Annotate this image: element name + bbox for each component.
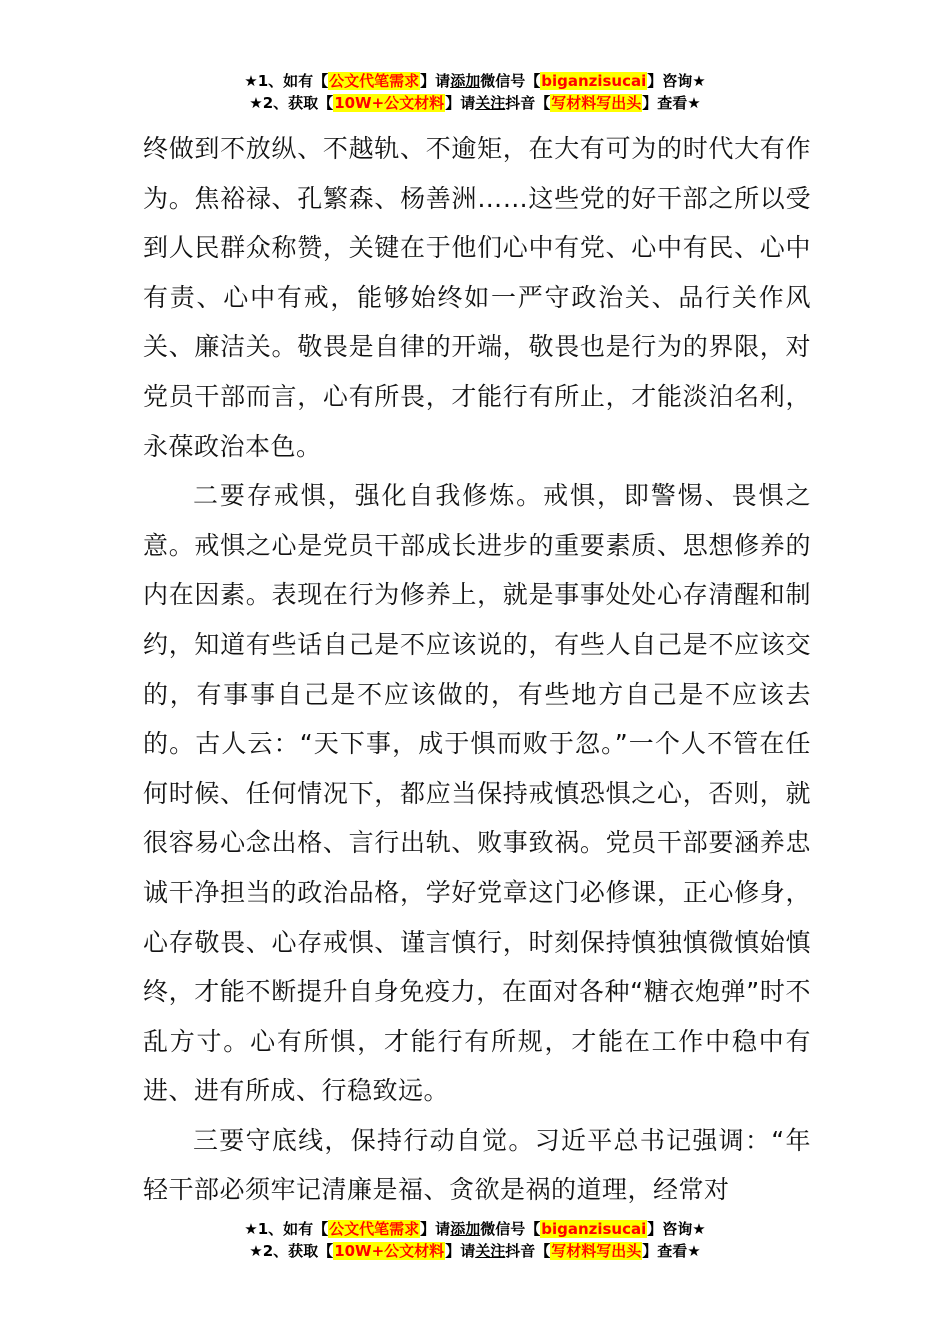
document-body — [143, 124, 811, 1215]
promo-text: 】请 — [420, 1220, 451, 1238]
highlight-text: 10W+公文材料 — [334, 94, 445, 112]
promo-line-2 — [0, 92, 950, 114]
paragraph-3: 三要守底线，保持行动自觉。习近平总书记强调：“年轻干部必须牢记清廉是福、贪欲是祸的道理，经常对 — [143, 1125, 811, 1205]
highlight-text: 写材料写出头 — [551, 94, 642, 112]
promo-text: ★1、如有【 — [244, 1220, 329, 1238]
promo-text: 添加 — [450, 72, 481, 90]
promo-banner-top — [0, 70, 950, 114]
promo-text: 】请 — [445, 1242, 476, 1260]
promo-text: 】请 — [445, 94, 476, 112]
promo-text: 添加 — [450, 1220, 481, 1238]
promo-text: 】查看★ — [642, 94, 701, 112]
promo-text: ★2、获取【 — [249, 1242, 334, 1260]
promo-text: 关注 — [475, 1242, 506, 1260]
highlight-text: biganzisucai — [541, 1220, 647, 1238]
promo-text: 】咨询★ — [647, 72, 706, 90]
promo-text: 微信号【 — [480, 1220, 541, 1238]
paragraph-1: 终做到不放纵、不越轨、不逾矩，在大有可为的时代大有作为。焦裕禄、孔繁森、杨善洲……这些党的好干部之所以受到人民群众称赞，关键在于他们心中有党、心中有民、心中有责、心中有戒，能够始终如一严守政治关、品行关作风关、廉洁关。敬畏是自律的开端，敬畏也是行为的界限，对党员干部而言，心有所畏，才能行有所止，才能淡泊名利，永葆政治本色。 — [143, 134, 811, 461]
promo-text: 微信号【 — [480, 72, 541, 90]
highlight-text: biganzisucai — [541, 72, 647, 90]
promo-text: 】查看★ — [642, 1242, 701, 1260]
promo-text: ★2、获取【 — [249, 94, 334, 112]
promo-text: 】请 — [420, 72, 451, 90]
highlight-text: 公文代笔需求 — [329, 1220, 420, 1238]
promo-text: 关注 — [475, 94, 506, 112]
highlight-text: 公文代笔需求 — [329, 72, 420, 90]
promo-line-1 — [0, 70, 950, 92]
promo-line-1 — [0, 1218, 950, 1240]
promo-text: 】咨询★ — [647, 1220, 706, 1238]
promo-text: 抖音【 — [505, 1242, 551, 1260]
highlight-text: 10W+公文材料 — [334, 1242, 445, 1260]
promo-text: 抖音【 — [505, 94, 551, 112]
promo-text: ★1、如有【 — [244, 72, 329, 90]
promo-banner-bottom — [0, 1218, 950, 1262]
promo-line-2 — [0, 1240, 950, 1262]
paragraph-2: 二要存戒惧，强化自我修炼。戒惧，即警惕、畏惧之意。戒惧之心是党员干部成长进步的重要素质、思想修养的内在因素。表现在行为修养上，就是事事处处心存清醒和制约，知道有些话自己是不应该说的，有些人自己是不应该交的，有事事自己是不应该做的，有些地方自己是不应该去的。古人云：“天下事，成于惧而败于忽。”一个人不管在任何时候、任何情况下，都应当保持戒慎恐惧之心，否则，就很容易心念出格、言行出轨、败事致祸。党员干部要涵养忠诚干净担当的政治品格，学好党章这门必修课，正心修身，心存敬畏、心存戒惧、谨言慎行，时刻保持慎独慎微慎始慎终，才能不断提升自身免疫力，在面对各种“糖衣炮弹”时不乱方寸。心有所惧，才能行有所规，才能在工作中稳中有进、进有所成、行稳致远。 — [143, 481, 811, 1106]
highlight-text: 写材料写出头 — [551, 1242, 642, 1260]
